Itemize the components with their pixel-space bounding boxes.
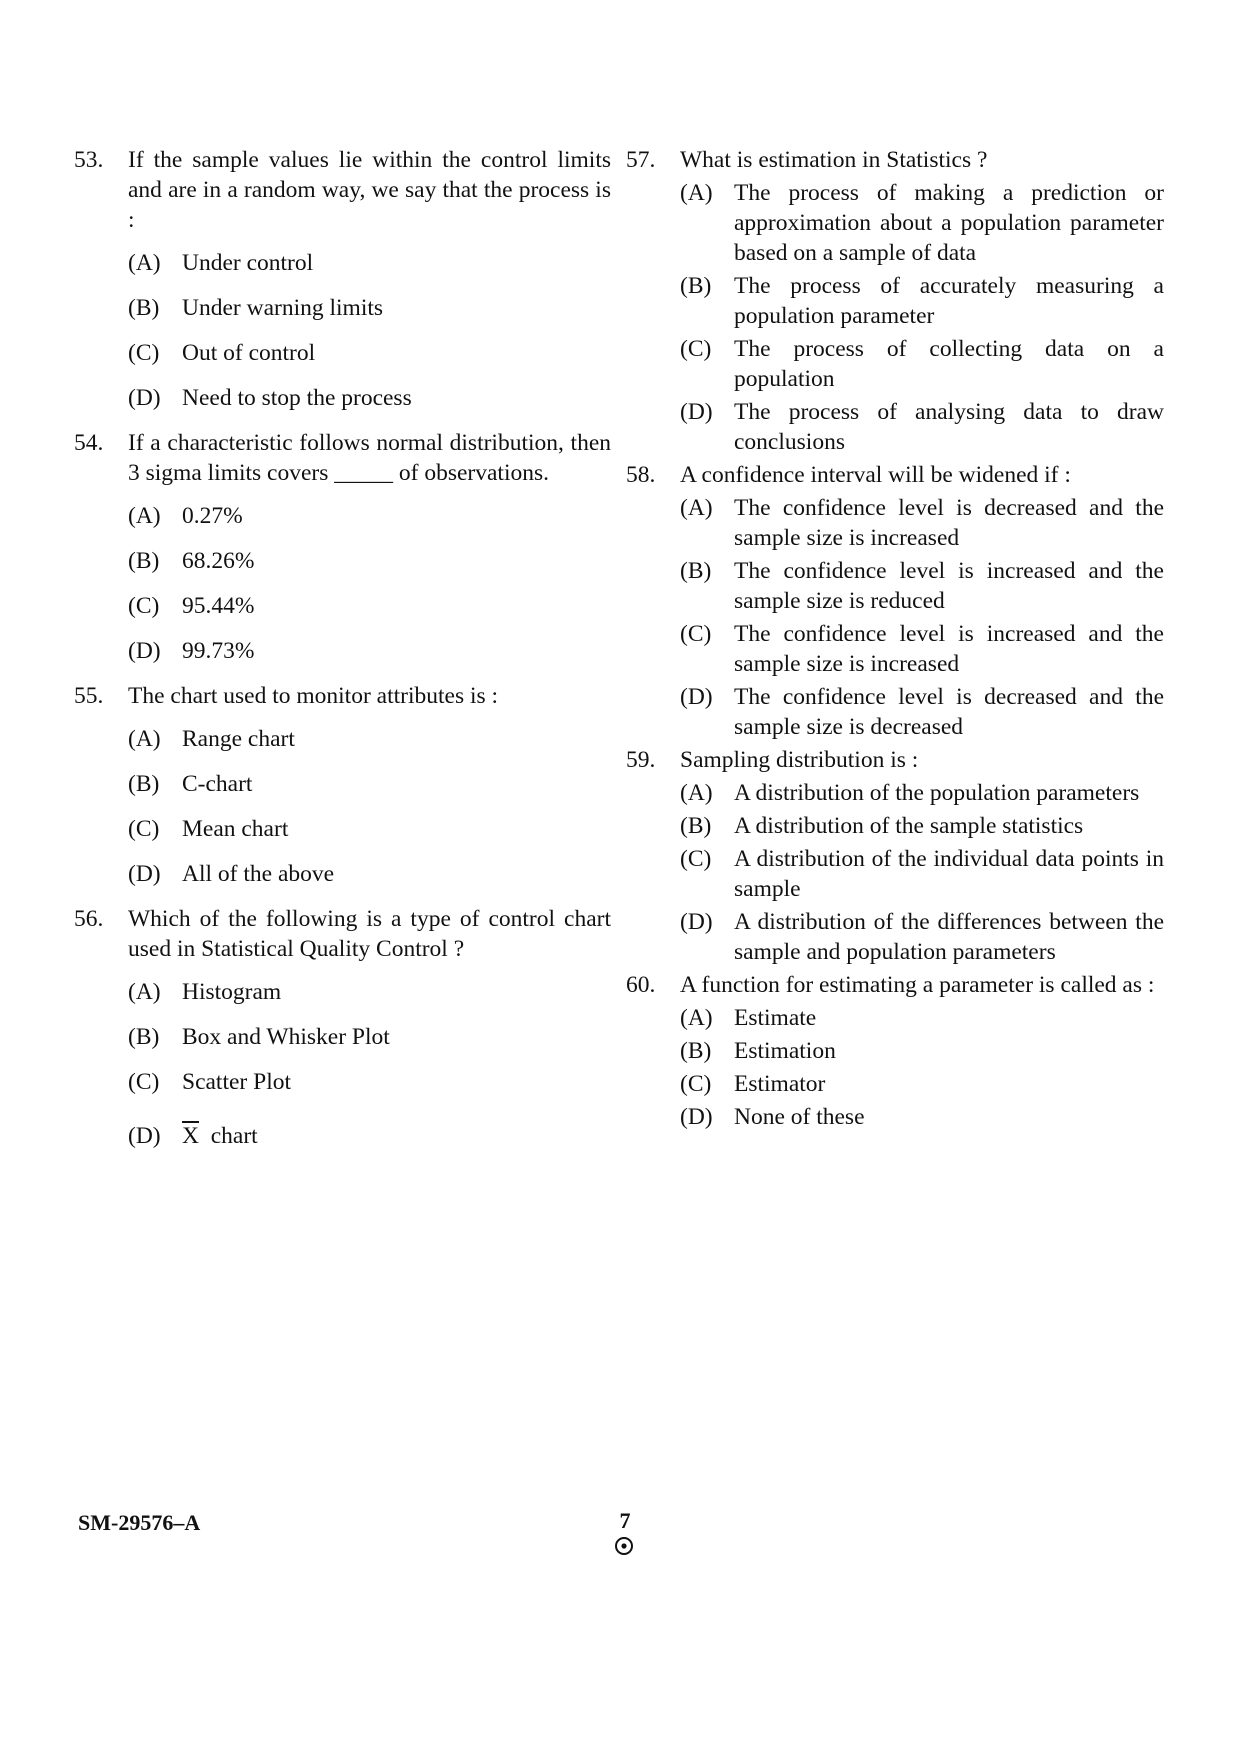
option-d <box>680 682 1164 742</box>
option-key: (C) <box>680 336 712 362</box>
option-text: The confidence level is decreased and the sample size is decreased <box>734 684 1164 740</box>
option-c <box>680 334 1164 394</box>
question-text-before-blank: If a characteristic follows normal distribution, then 3 sigma limits covers <box>128 430 611 486</box>
left-column <box>74 145 611 1166</box>
option-list <box>680 493 1164 742</box>
option-text: Range chart <box>182 726 295 752</box>
option-text: Mean chart <box>182 816 289 842</box>
option-text: Estimation <box>734 1038 836 1064</box>
option-key: (B) <box>128 295 160 321</box>
question-text: A confidence interval will be widened if : <box>680 462 1071 488</box>
option-c <box>128 814 611 844</box>
option-key: (B) <box>680 813 712 839</box>
option-key: (D) <box>128 385 161 411</box>
option-text: Need to stop the process <box>182 385 412 411</box>
question-55 <box>74 681 611 889</box>
option-d <box>680 397 1164 457</box>
option-key: (A) <box>128 250 161 276</box>
option-a <box>128 977 611 1007</box>
option-key: (B) <box>128 548 160 574</box>
question-text: Which of the following is a type of control chart used in Statistical Quality Control ? <box>128 906 611 962</box>
option-text: 0.27% <box>182 503 243 529</box>
question-text <box>128 428 611 488</box>
option-text: The process of analysing data to draw conclusions <box>734 399 1164 455</box>
option-key: (B) <box>680 558 712 584</box>
option-key: (B) <box>128 1024 160 1050</box>
option-key: (B) <box>680 1038 712 1064</box>
option-b <box>680 271 1164 331</box>
circled-dot-icon <box>614 1536 634 1556</box>
question-60 <box>626 970 1164 1132</box>
option-a <box>680 178 1164 268</box>
option-list <box>128 501 611 666</box>
option-text <box>182 1121 611 1151</box>
x-bar-symbol: $\overline{X}$ <box>182 1123 199 1149</box>
question-58 <box>626 460 1164 742</box>
option-text: A distribution of the individual data points in sample <box>734 846 1164 902</box>
option-text: The confidence level is decreased and the sample size is increased <box>734 495 1164 551</box>
question-number: 58. <box>626 462 656 488</box>
option-a <box>680 493 1164 553</box>
option-text: 95.44% <box>182 593 255 619</box>
option-text: All of the above <box>182 861 335 887</box>
option-a <box>680 778 1164 808</box>
option-key: (B) <box>128 771 160 797</box>
question-text: The chart used to monitor attributes is : <box>128 683 499 709</box>
option-a <box>680 1003 1164 1033</box>
option-list <box>128 248 611 413</box>
page-number: 7 <box>619 1508 631 1533</box>
option-text: The process of accurately measuring a population parameter <box>734 273 1164 329</box>
option-text: Estimate <box>734 1005 817 1031</box>
option-list <box>680 778 1164 967</box>
question-text-after-blank: of observations. <box>398 460 550 486</box>
option-d <box>128 636 611 666</box>
option-key: (C) <box>128 1069 160 1095</box>
option-d <box>680 907 1164 967</box>
option-text: The process of collecting data on a population <box>734 336 1164 392</box>
question-57 <box>626 145 1164 457</box>
option-key: (C) <box>680 621 712 647</box>
option-key: (A) <box>680 180 713 206</box>
right-column <box>626 145 1164 1135</box>
question-number: 53. <box>74 147 104 173</box>
option-text: The confidence level is increased and the sample size is increased <box>734 621 1164 677</box>
option-key: (D) <box>680 1104 713 1130</box>
option-key: (C) <box>128 593 160 619</box>
option-key: (A) <box>128 503 161 529</box>
option-text: Histogram <box>182 979 282 1005</box>
option-key: (A) <box>680 495 713 521</box>
question-text: A function for estimating a parameter is called as : <box>680 972 1155 998</box>
option-key: (C) <box>680 846 712 872</box>
option-list <box>128 977 611 1151</box>
option-text: 68.26% <box>182 548 255 574</box>
question-number: 55. <box>74 683 104 709</box>
option-b <box>128 293 611 323</box>
option-text: Under control <box>182 250 314 276</box>
option-c <box>680 1069 1164 1099</box>
option-key: (A) <box>680 780 713 806</box>
question-54 <box>74 428 611 666</box>
question-text: Sampling distribution is : <box>680 747 919 773</box>
option-c <box>128 1067 611 1097</box>
option-a <box>128 248 611 278</box>
option-text: C-chart <box>182 771 253 797</box>
question-text: If the sample values lie within the control limits and are in a random way, we say that the process is : <box>128 147 611 233</box>
option-d <box>680 1102 1164 1132</box>
option-text: The confidence level is increased and the sample size is reduced <box>734 558 1164 614</box>
option-key: (A) <box>128 726 161 752</box>
question-56 <box>74 904 611 1151</box>
option-c <box>128 338 611 368</box>
option-d <box>128 1121 611 1151</box>
option-key: (D) <box>680 684 713 710</box>
option-c <box>680 844 1164 904</box>
question-number: 57. <box>626 147 656 173</box>
option-b <box>128 546 611 576</box>
option-text: A distribution of the population parameters <box>734 780 1140 806</box>
option-c <box>128 591 611 621</box>
paper-code: SM-29576–A <box>78 1510 201 1535</box>
option-key: (D) <box>128 861 161 887</box>
option-list <box>128 724 611 889</box>
option-list <box>680 178 1164 457</box>
option-a <box>128 501 611 531</box>
option-text: Scatter Plot <box>182 1069 291 1095</box>
option-key: (D) <box>128 1123 161 1149</box>
option-key: (C) <box>680 1071 712 1097</box>
question-number: 59. <box>626 747 656 773</box>
option-text: Estimator <box>734 1071 826 1097</box>
option-list <box>680 1003 1164 1132</box>
option-text: A distribution of the sample statistics <box>734 813 1084 839</box>
option-a <box>128 724 611 754</box>
question-text: What is estimation in Statistics ? <box>680 147 988 173</box>
option-key: (D) <box>680 909 713 935</box>
question-53 <box>74 145 611 413</box>
option-text: Box and Whisker Plot <box>182 1024 390 1050</box>
option-d <box>128 383 611 413</box>
option-b <box>680 1036 1164 1066</box>
option-key: (B) <box>680 273 712 299</box>
option-key: (A) <box>128 979 161 1005</box>
question-59 <box>626 745 1164 967</box>
option-c <box>680 619 1164 679</box>
option-text: The process of making a prediction or approximation about a population parameter based on a sample of data <box>734 180 1164 266</box>
option-b <box>680 811 1164 841</box>
option-key: (D) <box>128 638 161 664</box>
option-b <box>680 556 1164 616</box>
question-number: 60. <box>626 972 656 998</box>
option-b <box>128 1022 611 1052</box>
answer-blank: _____ <box>334 460 394 486</box>
option-text: Under warning limits <box>182 295 384 321</box>
option-key: (D) <box>680 399 713 425</box>
option-text-suffix: chart <box>210 1123 258 1149</box>
option-text: None of these <box>734 1104 865 1130</box>
option-key: (C) <box>128 816 160 842</box>
option-text: Out of control <box>182 340 316 366</box>
option-d <box>128 859 611 889</box>
option-text: 99.73% <box>182 638 255 664</box>
option-text: A distribution of the differences between the sample and population parameters <box>734 909 1164 965</box>
question-number: 56. <box>74 906 104 932</box>
option-b <box>128 769 611 799</box>
option-key: (C) <box>128 340 160 366</box>
question-number: 54. <box>74 430 104 456</box>
option-key: (A) <box>680 1005 713 1031</box>
